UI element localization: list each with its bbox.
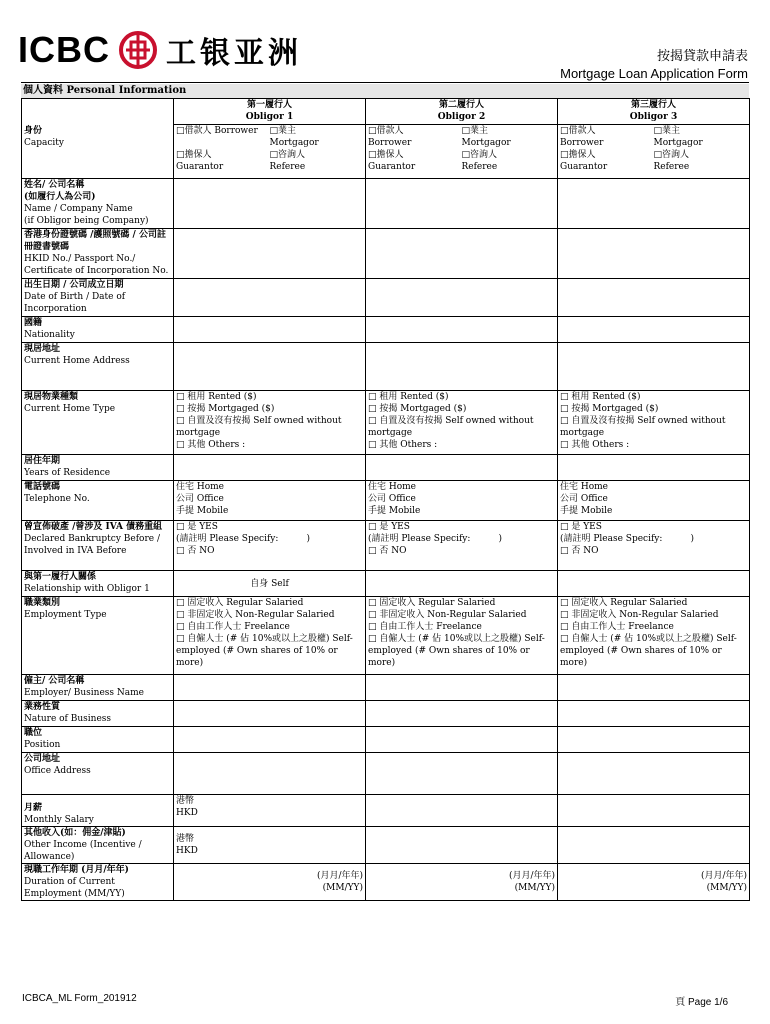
dob-label-cell	[22, 279, 174, 317]
office-phone-field[interactable]: 公司 Office	[176, 494, 224, 504]
salary-label-cell	[22, 795, 174, 827]
address-field-3[interactable]	[558, 343, 750, 391]
bracket-close: )	[636, 392, 641, 402]
regular-salaried-checkbox[interactable]: □ 固定收入 Regular Salaried	[368, 598, 496, 608]
self-employed-checkbox[interactable]: □ 自僱人士 (# 佔 10%或以上之股權) Self-employed (# Own shares of 10% or more)	[368, 634, 545, 668]
non-regular-checkbox[interactable]: □ 非固定收入 Non-Regular Salaried	[560, 610, 719, 620]
others-checkbox[interactable]: □ 其他 Others :	[560, 440, 630, 450]
salary-field-2[interactable]	[366, 795, 558, 827]
non-regular-checkbox[interactable]: □ 非固定收入 Non-Regular Salaried	[176, 610, 335, 620]
address-label-zh: 現居地址	[24, 344, 61, 354]
address-label-en: Current Home Address	[24, 356, 130, 366]
bracket-close: )	[252, 392, 257, 402]
position-field-3[interactable]	[558, 727, 750, 753]
position-label-en: Position	[24, 740, 61, 750]
logo-text: ICBC	[18, 29, 110, 70]
bankruptcy-label-en: Declared Bankruptcy Before / Involved in IVA Before	[24, 534, 160, 556]
self-employed-checkbox[interactable]: □ 自僱人士 (# 佔 10%或以上之股權) Self-employed (# Own shares of 10% or more)	[560, 634, 737, 668]
self-employed-checkbox[interactable]: □ 自僱人士 (# 佔 10%或以上之股權) Self-employed (# Own shares of 10% or more)	[176, 634, 353, 668]
salary-field-1[interactable]	[174, 795, 366, 827]
referee-checkbox[interactable]: □咨詢人	[461, 150, 498, 160]
dob-label-en: Date of Birth / Date of Incorporation	[24, 292, 126, 314]
employer-label-zh: 僱主/ 公司名稱	[24, 676, 85, 686]
hkid-field-2[interactable]	[366, 229, 558, 279]
nationality-label-zh: 國籍	[24, 318, 43, 328]
referee-label: Referee	[653, 162, 690, 172]
employer-field-1[interactable]	[174, 675, 366, 701]
obligor-1-en: Obligor 1	[245, 112, 294, 122]
borrower-checkbox[interactable]: □借款人 Borrower	[176, 126, 258, 136]
salary-field-3[interactable]	[558, 795, 750, 827]
dob-field-1[interactable]	[174, 279, 366, 317]
regular-salaried-checkbox[interactable]: □ 固定收入 Regular Salaried	[176, 598, 304, 608]
nature-label-en: Nature of Business	[24, 714, 112, 724]
guarantor-label: Guarantor	[368, 162, 416, 172]
yes-checkbox[interactable]: □ 是 YES	[176, 522, 218, 532]
name-field-1[interactable]	[174, 179, 366, 229]
currency-zh: 港幣	[176, 796, 195, 806]
employer-field-2[interactable]	[366, 675, 558, 701]
employer-field-3[interactable]	[558, 675, 750, 701]
bracket-close: )	[690, 534, 694, 544]
tel-label-cell	[22, 481, 174, 521]
name-label-cell	[22, 179, 174, 229]
nationality-field-1[interactable]	[174, 317, 366, 343]
guarantor-checkbox[interactable]: □擔保人	[176, 150, 212, 160]
office-phone-field[interactable]: 公司 Office	[560, 494, 608, 504]
obligor-3-zh: 第三履行人	[630, 100, 676, 110]
guarantor-checkbox[interactable]: □擔保人	[368, 150, 404, 160]
capacity-obligor-1[interactable]	[174, 125, 366, 179]
guarantor-label: Guarantor	[176, 162, 224, 172]
home-phone-field[interactable]: 住宅 Home	[176, 482, 224, 492]
home-type-options-1[interactable]	[174, 391, 366, 455]
mortgagor-checkbox[interactable]: □業主	[653, 126, 681, 136]
duration-format-zh: (月月/年年)	[700, 871, 747, 881]
relationship-self-text: 自身 Self	[250, 578, 289, 589]
duration-format-en: (MM/YY)	[322, 883, 363, 893]
hkid-field-3[interactable]	[558, 229, 750, 279]
tel-fields-3[interactable]	[558, 481, 750, 521]
hkid-label-cell	[22, 229, 174, 279]
non-regular-checkbox[interactable]: □ 非固定收入 Non-Regular Salaried	[368, 610, 527, 620]
currency-en: HKD	[176, 808, 198, 818]
employment-options-3[interactable]	[558, 597, 750, 675]
name-label-en2: (if Obligor being Company)	[24, 216, 149, 226]
bankruptcy-label-zh: 曾宣佈破產 /曾涉及 IVA 債務重組	[24, 522, 163, 532]
obligor-2-zh: 第二履行人	[438, 100, 484, 110]
relationship-label-en: Relationship with Obligor 1	[24, 584, 150, 594]
tel-fields-2[interactable]	[366, 481, 558, 521]
other-income-label-cell	[22, 827, 174, 864]
others-checkbox[interactable]: □ 其他 Others :	[176, 440, 246, 450]
home-phone-field[interactable]: 住宅 Home	[560, 482, 608, 492]
bankruptcy-options-1[interactable]	[174, 521, 366, 571]
years-label-cell	[22, 455, 174, 481]
referee-label: Referee	[461, 162, 498, 172]
nature-field-1[interactable]	[174, 701, 366, 727]
capacity-label-zh: 身份	[24, 126, 43, 136]
office-address-label-cell	[22, 753, 174, 795]
duration-format-en: (MM/YY)	[514, 883, 555, 893]
self-owned-checkbox[interactable]: □ 自置及沒有按揭 Self owned without mortgage	[176, 416, 342, 438]
bankruptcy-options-2[interactable]	[366, 521, 558, 571]
icbc-emblem-icon	[118, 30, 158, 70]
tel-fields-1[interactable]	[174, 481, 366, 521]
borrower-label: Borrower	[560, 138, 604, 148]
employment-options-1[interactable]	[174, 597, 366, 675]
capacity-label-en: Capacity	[24, 138, 64, 148]
office-phone-field[interactable]: 公司 Office	[368, 494, 416, 504]
name-label-zh: 姓名/ 公司名稱	[24, 180, 85, 190]
other-income-field-2[interactable]	[366, 827, 558, 864]
other-income-label-en: Other Income (Incentive / Allowance)	[24, 840, 142, 862]
duration-field-2[interactable]	[366, 864, 558, 901]
capacity-obligor-2[interactable]	[366, 125, 558, 179]
currency-zh: 港幣	[176, 834, 195, 844]
position-field-2[interactable]	[366, 727, 558, 753]
mortgagor-label: Mortgagor	[653, 138, 703, 148]
borrower-checkbox[interactable]: □借款人	[560, 126, 596, 136]
mobile-phone-field[interactable]: 手提 Mobile	[368, 506, 421, 516]
yes-checkbox[interactable]: □ 是 YES	[560, 522, 602, 532]
salary-label-en: Monthly Salary	[24, 815, 94, 825]
office-address-field-3[interactable]	[558, 753, 750, 795]
home-type-options-3[interactable]	[558, 391, 750, 455]
position-label-cell	[22, 727, 174, 753]
name-label-en: Name / Company Name	[24, 204, 133, 214]
nationality-field-2[interactable]	[366, 317, 558, 343]
self-owned-checkbox[interactable]: □ 自置及沒有按揭 Self owned without mortgage	[560, 416, 726, 438]
years-field-2[interactable]	[366, 455, 558, 481]
freelance-checkbox[interactable]: □ 自由工作人士 Freelance	[176, 622, 290, 632]
dob-label-zh: 出生日期 / 公司成立日期	[24, 280, 124, 290]
capacity-label-cell	[22, 99, 174, 179]
mortgaged-checkbox[interactable]: □ 按揭 Mortgaged ($	[368, 404, 463, 414]
referee-checkbox[interactable]: □咨詢人	[269, 150, 306, 160]
yes-checkbox[interactable]: □ 是 YES	[368, 522, 410, 532]
salary-label-zh: 月薪	[24, 803, 43, 813]
other-income-field-3[interactable]	[558, 827, 750, 864]
document-title	[560, 47, 748, 83]
hkid-field-1[interactable]	[174, 229, 366, 279]
years-label-zh: 居住年期	[24, 456, 61, 466]
freelance-checkbox[interactable]: □ 自由工作人士 Freelance	[368, 622, 482, 632]
guarantor-checkbox[interactable]: □擔保人	[560, 150, 596, 160]
address-field-2[interactable]	[366, 343, 558, 391]
address-label-cell	[22, 343, 174, 391]
bracket-close: )	[270, 404, 275, 414]
duration-label-zh: 現職工作年期 (月月/年年)	[24, 865, 129, 875]
relationship-label-cell	[22, 571, 174, 597]
bankruptcy-options-3[interactable]	[558, 521, 750, 571]
referee-checkbox[interactable]: □咨詢人	[653, 150, 690, 160]
hkid-label-en: HKID No./ Passport No./ Certificate of Incorporation No.	[24, 254, 169, 276]
bankruptcy-label-cell	[22, 521, 174, 571]
obligor-3-en: Obligor 3	[629, 112, 678, 122]
section-title: 個人資料 Personal Information	[21, 84, 749, 98]
duration-label-cell	[22, 864, 174, 901]
freelance-checkbox[interactable]: □ 自由工作人士 Freelance	[560, 622, 674, 632]
mortgagor-checkbox[interactable]: □業主	[269, 126, 297, 136]
borrower-label: Borrower	[368, 138, 412, 148]
rented-checkbox[interactable]: □ 租用 Rented ($	[176, 392, 253, 402]
no-checkbox[interactable]: □ 否 NO	[560, 546, 599, 556]
form-code: ICBCA_ML Form_201912	[22, 993, 137, 1004]
other-income-field-1[interactable]	[174, 827, 366, 864]
mobile-phone-field[interactable]: 手提 Mobile	[560, 506, 613, 516]
office-address-label-zh: 公司地址	[24, 754, 61, 764]
self-owned-checkbox[interactable]: □ 自置及沒有按揭 Self owned without mortgage	[368, 416, 534, 438]
employment-label-cell	[22, 597, 174, 675]
specify-label: (請註明 Please Specify:	[560, 534, 663, 544]
nature-field-3[interactable]	[558, 701, 750, 727]
guarantor-label: Guarantor	[560, 162, 608, 172]
office-address-field-1[interactable]	[174, 753, 366, 795]
home-phone-field[interactable]: 住宅 Home	[368, 482, 416, 492]
address-field-1[interactable]	[174, 343, 366, 391]
duration-field-3[interactable]	[558, 864, 750, 901]
employer-label-cell	[22, 675, 174, 701]
page-number: 頁 Page 1/6	[675, 997, 728, 1008]
obligor-1-header	[174, 99, 366, 125]
nature-field-2[interactable]	[366, 701, 558, 727]
nationality-label-en: Nationality	[24, 330, 75, 340]
duration-format-en: (MM/YY)	[706, 883, 747, 893]
title-zh: 按揭貸款申請表	[656, 48, 748, 63]
mortgaged-checkbox[interactable]: □ 按揭 Mortgaged ($	[560, 404, 655, 414]
referee-label: Referee	[269, 162, 306, 172]
tel-label-zh: 電話號碼	[24, 482, 61, 492]
other-income-label-zh: 其他收入(如：佣金/津貼)	[24, 828, 126, 838]
specify-label: (請註明 Please Specify:	[176, 534, 279, 544]
duration-format-zh: (月月/年年)	[316, 871, 363, 881]
relationship-label-zh: 與第一履行人關係	[24, 572, 97, 582]
title-en: Mortgage Loan Application Form	[560, 66, 748, 81]
name-label-zh2: (如履行人為公司)	[24, 192, 96, 202]
nationality-field-3[interactable]	[558, 317, 750, 343]
specify-label: (請註明 Please Specify:	[368, 534, 471, 544]
home-type-label-zh: 現居物業種類	[24, 392, 79, 402]
obligor-1-zh: 第一履行人	[246, 100, 292, 110]
home-type-options-2[interactable]	[366, 391, 558, 455]
years-field-3[interactable]	[558, 455, 750, 481]
others-checkbox[interactable]: □ 其他 Others :	[368, 440, 438, 450]
name-field-3[interactable]	[558, 179, 750, 229]
no-checkbox[interactable]: □ 否 NO	[368, 546, 407, 556]
bracket-close: )	[306, 534, 310, 544]
tel-label-en: Telephone No.	[24, 494, 90, 504]
nationality-label-cell	[22, 317, 174, 343]
position-label-zh: 職位	[24, 728, 43, 738]
nature-label-zh: 業務性質	[24, 702, 61, 712]
hkid-label-zh: 香港身份證號碼 /護照號碼 / 公司註冊證書號碼	[24, 230, 166, 252]
dob-field-2[interactable]	[366, 279, 558, 317]
personal-info-table	[21, 98, 750, 901]
mortgagor-label: Mortgagor	[269, 138, 319, 148]
icbc-logo	[18, 28, 302, 72]
regular-salaried-checkbox[interactable]: □ 固定收入 Regular Salaried	[560, 598, 688, 608]
obligor-3-header	[558, 99, 750, 125]
home-type-label-cell	[22, 391, 174, 455]
bracket-close: )	[444, 392, 449, 402]
relationship-field-3[interactable]	[558, 571, 750, 597]
mortgagor-checkbox[interactable]: □業主	[461, 126, 489, 136]
bracket-close: )	[498, 534, 502, 544]
relationship-self	[174, 571, 366, 597]
employment-options-2[interactable]	[366, 597, 558, 675]
relationship-field-2[interactable]	[366, 571, 558, 597]
duration-field-1[interactable]	[174, 864, 366, 901]
years-label-en: Years of Residence	[24, 468, 111, 478]
duration-format-zh: (月月/年年)	[508, 871, 555, 881]
no-checkbox[interactable]: □ 否 NO	[176, 546, 215, 556]
office-address-field-2[interactable]	[366, 753, 558, 795]
bracket-close: )	[462, 404, 467, 414]
mobile-phone-field[interactable]: 手提 Mobile	[176, 506, 229, 516]
name-field-2[interactable]	[366, 179, 558, 229]
bracket-close: )	[654, 404, 659, 414]
office-address-label-en: Office Address	[24, 766, 91, 776]
obligor-2-en: Obligor 2	[437, 112, 486, 122]
rented-checkbox[interactable]: □ 租用 Rented ($	[368, 392, 445, 402]
employment-label-en: Employment Type	[24, 610, 107, 620]
obligor-2-header	[366, 99, 558, 125]
rented-checkbox[interactable]: □ 租用 Rented ($	[560, 392, 637, 402]
currency-en: HKD	[176, 846, 198, 856]
dob-field-3[interactable]	[558, 279, 750, 317]
nature-label-cell	[22, 701, 174, 727]
header-divider	[21, 82, 749, 83]
mortgaged-checkbox[interactable]: □ 按揭 Mortgaged ($	[176, 404, 271, 414]
years-field-1[interactable]	[174, 455, 366, 481]
logo-chinese: 工银亚洲	[166, 36, 302, 71]
employment-label-zh: 職業類別	[24, 598, 61, 608]
mortgagor-label: Mortgagor	[461, 138, 511, 148]
borrower-checkbox[interactable]: □借款人	[368, 126, 404, 136]
capacity-obligor-3[interactable]	[558, 125, 750, 179]
position-field-1[interactable]	[174, 727, 366, 753]
duration-label-en: Duration of Current Employment (MM/YY)	[24, 877, 125, 899]
employer-label-en: Employer/ Business Name	[24, 688, 144, 698]
home-type-label-en: Current Home Type	[24, 404, 116, 414]
